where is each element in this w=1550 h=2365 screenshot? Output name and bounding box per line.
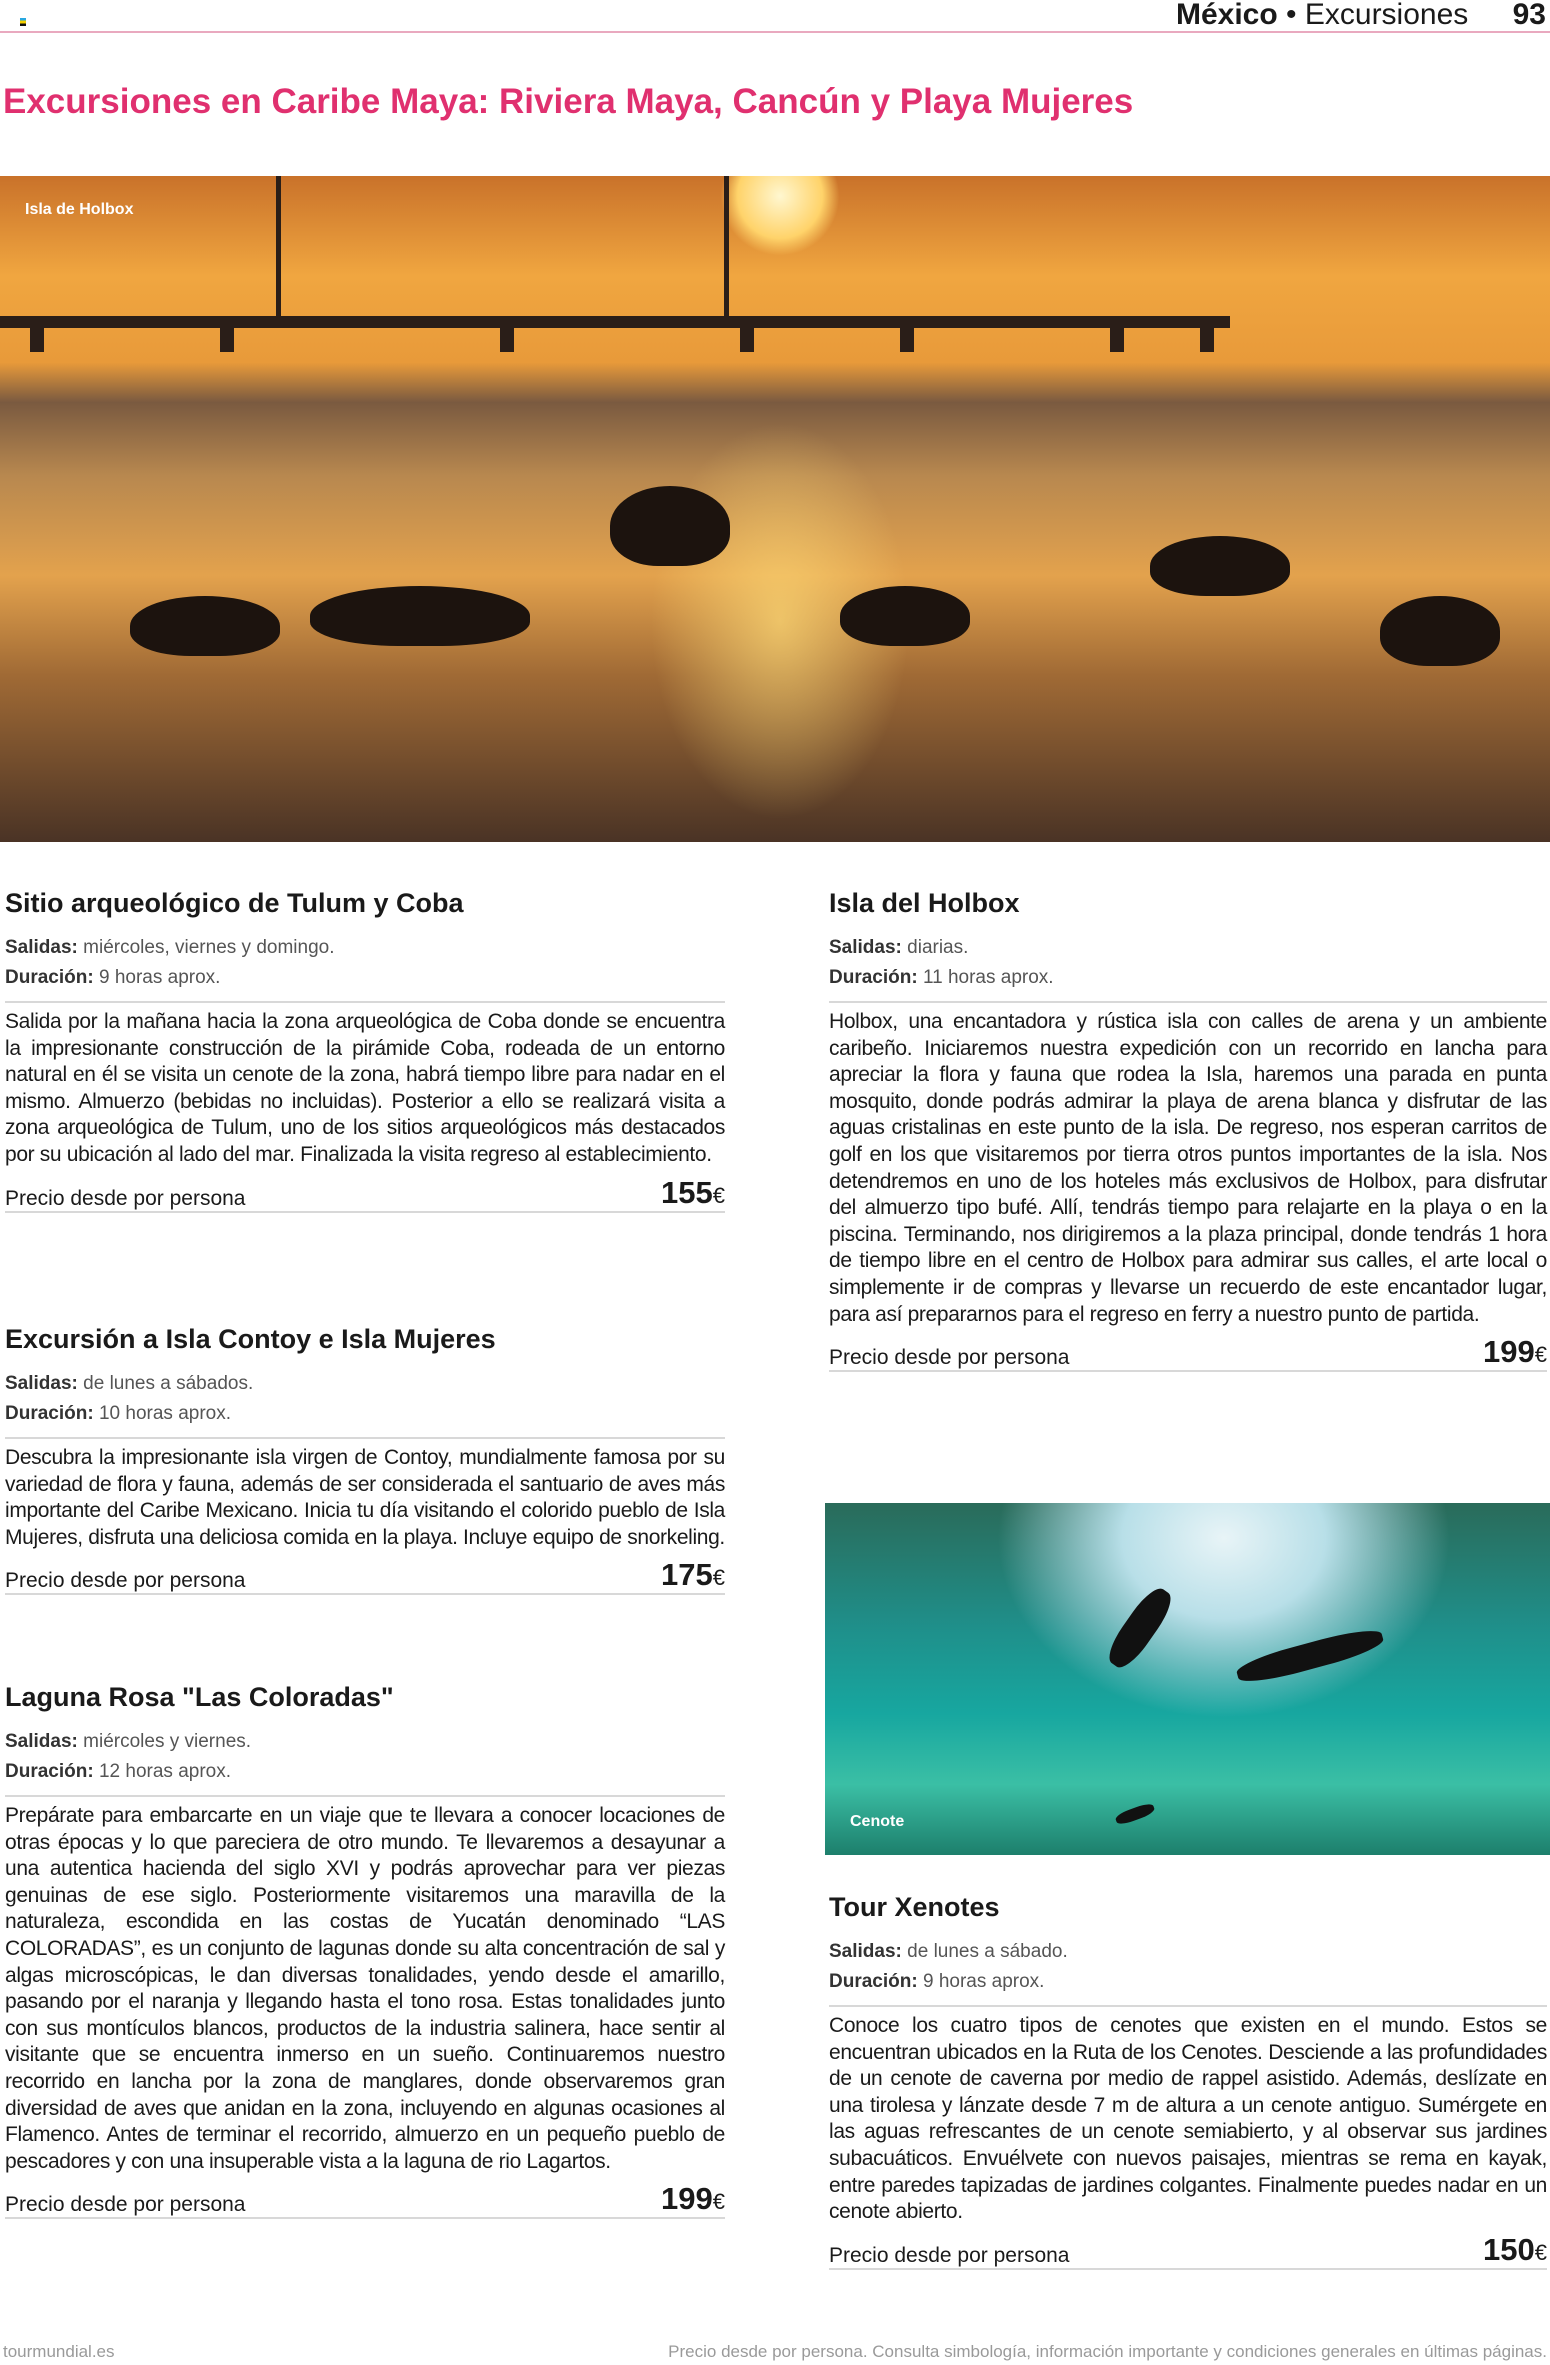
salidas-label: Salidas: [5, 1731, 78, 1752]
running-header [1176, 0, 1546, 32]
duracion-label: Duración: [829, 967, 918, 988]
price [661, 2181, 725, 2217]
pier [0, 316, 1230, 328]
price-value: 199 [1483, 1334, 1535, 1370]
excursion-description: Descubra la impresionante isla virgen de Contoy, mundialmente famosa por su variedad de flora y fauna, además de ser considerada el santuario de aves más importante del Caribe Mexicano. Inicia tu día visitando el colorido pueblo de Isla Mujeres, disfruta una deliciosa comida en la playa. Incluye equipo de snorkeling. [5, 1446, 725, 1549]
pier-post [500, 326, 514, 352]
pelican-silhouette [130, 596, 280, 656]
price-label: Precio desde por persona [829, 1346, 1070, 1370]
divider [829, 2005, 1547, 2007]
header-country: México [1175, 0, 1278, 31]
salidas-value: de lunes a sábado. [907, 1941, 1068, 1962]
excursion-description: Prepárate para embarcarte en un viaje que te llevara a conocer locaciones de otras épocas y lo que pareciera de otro mundo. Te llevaremos a desayunar a una autentica hacienda del siglo XVI y podrás aprovechar para ver piezas genuinas de ese siglo. Posteriormente visitaremos una maravilla de la naturaleza, escondida en las costas de Yucatán denominado “LAS COLORADAS”, es un conjunto de lagunas donde su alta concentración de sal y algas microscópicas, le dan diversas tonalidades, yendo desde el amarillo, pasando por el naranja y llegando hasta el tono rosa. Estas tonalidades junto con sus montículos blancos, productos de la industria salinera, hace sentir al visitante que se encuentra inmerso en un sueño. Continuaremos nuestro recorrido en lancha por la zona de manglares, donde observaremos gran diversidad de aves que anidan en la zona, incluyendo en algunas ocasiones al Flamenco. Antes de terminar el recorrido, almuerzo en un pequeño pueblo de pescadores y con una insuperable vista a la laguna de rio Lagartos. [5, 1804, 725, 2173]
excursion-description: Holbox, una encantadora y rústica isla con calles de arena y un ambiente caribeño. Iniciaremos nuestra expedición con un recorrido en lancha para apreciar la flora y fauna que rodea la Isla, haremos una parada en punta mosquito, donde podrás admirar la playa de arena blanca y disfrutar de las aguas cristalinas en este punto de la isla. De regreso, nos esperan carritos de golf en los que visitaremos por tierra otros puntos importantes de la isla. Nos detendremos en uno de los hoteles más exclusivos de Holbox, para disfrutar del almuerzo tipo bufé. Allí, tendrás tiempo para relajarte en la playa o en la piscina. Terminando, nos dirigiremos a la plaza principal, donde tendrás 1 hora de tiempo libre en el centro de Holbox para admirar sus calles, el arte local o simplemente ir de compras y llevarse un recuerdo de este encantador lugar, para así prepararnos para el regreso en ferry a nuestro punto de partida. [829, 1010, 1547, 1326]
pier-post [740, 326, 754, 352]
excursion-title: Isla del Holbox [829, 888, 1020, 918]
print-color-marks [20, 18, 26, 26]
photo-caption: Isla de Holbox [25, 201, 134, 218]
currency: € [712, 1182, 725, 1208]
header-section: Excursiones [1304, 0, 1469, 31]
divider [5, 1001, 725, 1003]
photo-caption: Cenote [850, 1813, 905, 1830]
divider [5, 1211, 725, 1213]
page-number: 93 [1512, 0, 1546, 31]
currency: € [712, 1565, 725, 1591]
salidas-value: de lunes a sábados. [83, 1373, 254, 1394]
currency: € [712, 2189, 725, 2215]
pelican-silhouette [1380, 596, 1500, 666]
footer-note: Precio desde por persona. Consulta simbología, información importante y condiciones generales en últimas páginas. [668, 2342, 1547, 2361]
currency: € [1534, 2239, 1547, 2265]
excursion-title: Tour Xenotes [829, 1892, 1000, 1922]
pier-post [1200, 326, 1214, 352]
divider [829, 1370, 1547, 1372]
footer-site-link[interactable]: tourmundial.es [3, 2342, 115, 2361]
pier-pole [724, 176, 729, 326]
duracion-label: Duración: [5, 967, 94, 988]
duracion-label: Duración: [5, 1761, 94, 1782]
duracion-value: 11 horas aprox. [922, 967, 1054, 988]
currency: € [1534, 1342, 1547, 1368]
header-separator: • [1286, 0, 1297, 31]
pier-pole [276, 176, 281, 326]
excursion-description: Salida por la mañana hacia la zona arqueológica de Coba donde se encuentra la impresionante construcción de la pirámide Coba, rodeada de un entorno natural en él se visita un cenote de la zona, habrá tiempo libre para nadar en el mismo. Almuerzo (bebidas no incluidas). Posterior a ello se realizará visita a zona arqueológica de Tulum, uno de los sitios arqueológicos más destacados por su ubicación al lado del mar. Finalizada la visita regreso al establecimiento. [5, 1010, 725, 1166]
pelican-silhouette [610, 486, 730, 566]
header-divider [0, 31, 1550, 33]
price-value: 199 [661, 2181, 713, 2217]
price [661, 1557, 725, 1593]
duracion-value: 10 horas aprox. [98, 1403, 231, 1424]
excursion-laguna-rosa [5, 1682, 725, 2219]
price [661, 1175, 725, 1211]
excursion-tulum-coba [5, 888, 725, 1213]
excursion-description: Conoce los cuatro tipos de cenotes que existen en el mundo. Estos se encuentran ubicados en la Ruta de los Cenotes. Desciende a las profundidades de un cenote de caverna por medio de rappel asistido. Además, deslízate en una tirolesa y lánzate desde 7 m de altura a un cenote antiguo. Sumérgete en las aguas refrescantes de un cenote semiabierto, y al observar sus jardines subacuáticos. Envuélvete con nuevos paisajes, mientras se rema en kayak, entre paredes tapizadas de jardines colgantes. Finalmente puedes nadar en un cenote abierto. [829, 2014, 1547, 2224]
pelican-silhouette [840, 586, 970, 646]
pier-post [220, 326, 234, 352]
price-label: Precio desde por persona [5, 2193, 246, 2217]
diver-silhouette [1234, 1624, 1386, 1688]
excursion-title: Sitio arqueológico de Tulum y Coba [5, 888, 464, 918]
excursion-isla-holbox [829, 888, 1547, 1372]
price-value: 150 [1483, 2231, 1535, 2267]
divider [829, 1001, 1547, 1003]
duracion-value: 12 horas aprox. [98, 1761, 231, 1782]
sun [720, 176, 840, 256]
page-title: Excursiones en Caribe Maya: Riviera Maya, Cancún y Playa Mujeres [3, 82, 1134, 121]
price-label: Precio desde por persona [5, 1186, 246, 1210]
salidas-label: Salidas: [829, 1941, 902, 1962]
cenote-photo [825, 1503, 1550, 1855]
salidas-label: Salidas: [5, 937, 78, 958]
price [1483, 1334, 1547, 1370]
salidas-value: diarias. [907, 937, 969, 958]
divider [5, 1795, 725, 1797]
divider [5, 1593, 725, 1595]
holbox-sunset-photo [0, 176, 1550, 842]
divider [5, 1437, 725, 1439]
diver-silhouette [1102, 1583, 1178, 1674]
excursion-tour-xenotes [829, 1892, 1547, 2270]
price-value: 155 [661, 1174, 713, 1210]
price-label: Precio desde por persona [5, 1569, 246, 1593]
excursion-contoy-mujeres [5, 1324, 725, 1595]
duracion-label: Duración: [5, 1403, 94, 1424]
excursion-title: Excursión a Isla Contoy e Isla Mujeres [5, 1324, 496, 1354]
pier-post [900, 326, 914, 352]
pier-post [30, 326, 44, 352]
price-value: 175 [661, 1557, 713, 1593]
duracion-label: Duración: [829, 1971, 918, 1992]
pier-post [1110, 326, 1124, 352]
price-label: Precio desde por persona [829, 2243, 1070, 2267]
salidas-label: Salidas: [5, 1373, 78, 1394]
duracion-value: 9 horas aprox. [922, 1971, 1045, 1992]
duracion-value: 9 horas aprox. [98, 967, 221, 988]
salidas-value: miércoles, viernes y domingo. [83, 937, 335, 958]
salidas-label: Salidas: [829, 937, 902, 958]
diver-silhouette [1114, 1802, 1156, 1827]
salidas-value: miércoles y viernes. [83, 1731, 252, 1752]
pelican-silhouette [1150, 536, 1290, 596]
price [1483, 2232, 1547, 2268]
divider [5, 2217, 725, 2219]
excursion-title: Laguna Rosa "Las Coloradas" [5, 1682, 394, 1712]
pelican-silhouette [310, 586, 530, 646]
divider [829, 2268, 1547, 2270]
